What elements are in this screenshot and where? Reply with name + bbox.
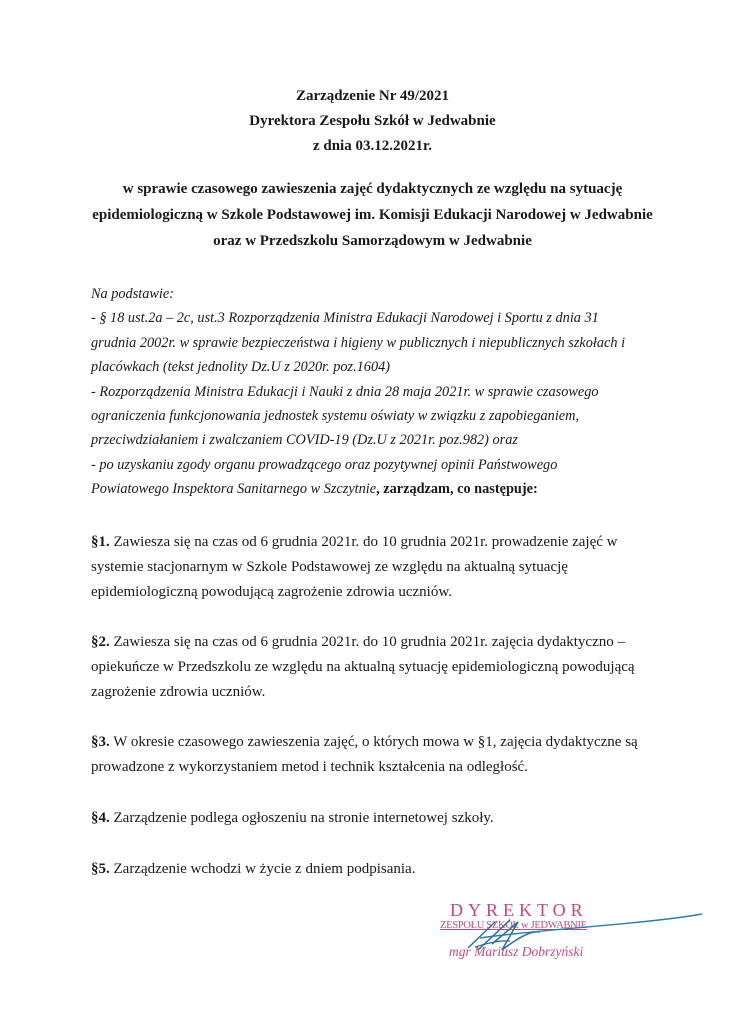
subject-line: w sprawie czasowego zawieszenia zajęć dydaktycznych ze względu na sytuację [122,181,623,197]
basis-line: - Rozporządzenia Ministra Edukacji i Nauki z dnia 28 maja 2021r. w sprawie czasowego [91,383,599,400]
subject-line: oraz w Przedszkolu Samorządowym w Jedwabnie [213,233,532,249]
stamp-subtitle: ZESPOŁU SZKÓŁ w JEDWABNIE [440,920,587,931]
basis-line: grudnia 2002r. w sprawie bezpieczeństwa i higieny w publicznych i niepublicznych szkołach i [91,334,626,351]
paragraph-3 [91,730,691,780]
basis-line: placówkach (tekst jednolity Dz.U z 2020r. poz.1604) [91,359,391,376]
paragraph-2 [91,630,691,705]
paragraph-number: §4. [91,810,110,826]
paragraph-number: §2. [91,634,110,650]
paragraph-text: systemie stacjonarnym w Szkole Podstawowej ze względu na aktualną sytuację [91,559,568,575]
paragraph-4 [91,806,691,831]
paragraph-5 [91,857,691,882]
subject-line: epidemiologiczną w Szkole Podstawowej im. Komisji Edukacji Narodowej w Jedwabnie [92,207,653,223]
basis-line: ograniczenia funkcjonowania jednostek systemu oświaty w związku z zapobieganiem, [91,407,580,424]
paragraph-text: zagrożenie zdrowia uczniów. [91,684,266,700]
basis-line: - po uzyskaniu zgody organu prowadzącego oraz pozytywnej opinii Państwowego [91,456,558,473]
basis-line: przeciwdziałaniem i zwalczaniem COVID-19 (Dz.U z 2021r. poz.982) oraz [91,432,518,449]
paragraph-text: Zawiesza się na czas od 6 grudnia 2021r. do 10 grudnia 2021r. zajęcia dydaktyczno – [109,634,626,650]
paragraph-text: Zarządzenie podlega ogłoszeniu na stronie internetowej szkoły. [109,810,494,826]
paragraph-number: §3. [91,734,110,750]
paragraph-1 [91,530,691,605]
document-header [0,84,745,159]
paragraph-number: §5. [91,861,110,877]
basis-line [91,477,691,501]
paragraph-number: §1. [91,534,110,550]
document-subject [0,176,745,254]
basis-line: - § 18 ust.2a – 2c, ust.3 Rozporządzenia Ministra Edukacji Narodowej i Sportu z dnia 31 [91,310,599,327]
stamp-title: DYREKTOR [450,900,588,920]
paragraph-text: Zarządzenie wchodzi w życie z dniem podpisania. [109,861,416,877]
basis-line: Na podstawie: [91,286,175,302]
paragraph-text: W okresie czasowego zawieszenia zajęć, o których mowa w §1, zajęcia dydaktyczne są [109,734,638,750]
decree-formula: , zarządzam, co następuje: [376,481,538,498]
paragraph-text: prowadzone z wykorzystaniem metod i technik kształcenia na odległość. [91,759,528,775]
basis-line-italic: Powiatowego Inspektora Sanitarnego w Szczytnie [91,481,377,498]
paragraph-text: Zawiesza się na czas od 6 grudnia 2021r. do 10 grudnia 2021r. prowadzenie zajęć w [109,534,618,550]
paragraph-text: epidemiologiczną powodującą zagrożenie zdrowia uczniów. [91,584,452,600]
issuer: Dyrektora Zespołu Szkół w Jedwabnie [249,113,496,129]
paragraph-text: opiekuńcze w Przedszkolu ze względu na aktualną sytuację epidemiologiczną powodującą [91,659,635,675]
legal-basis [91,282,691,502]
handwritten-signature-icon [440,900,710,970]
stamp-name: mgr Mariusz Dobrzyński [449,944,584,959]
order-number: Zarządzenie Nr 49/2021 [295,88,450,104]
issue-date: z dnia 03.12.2021r. [312,138,433,154]
